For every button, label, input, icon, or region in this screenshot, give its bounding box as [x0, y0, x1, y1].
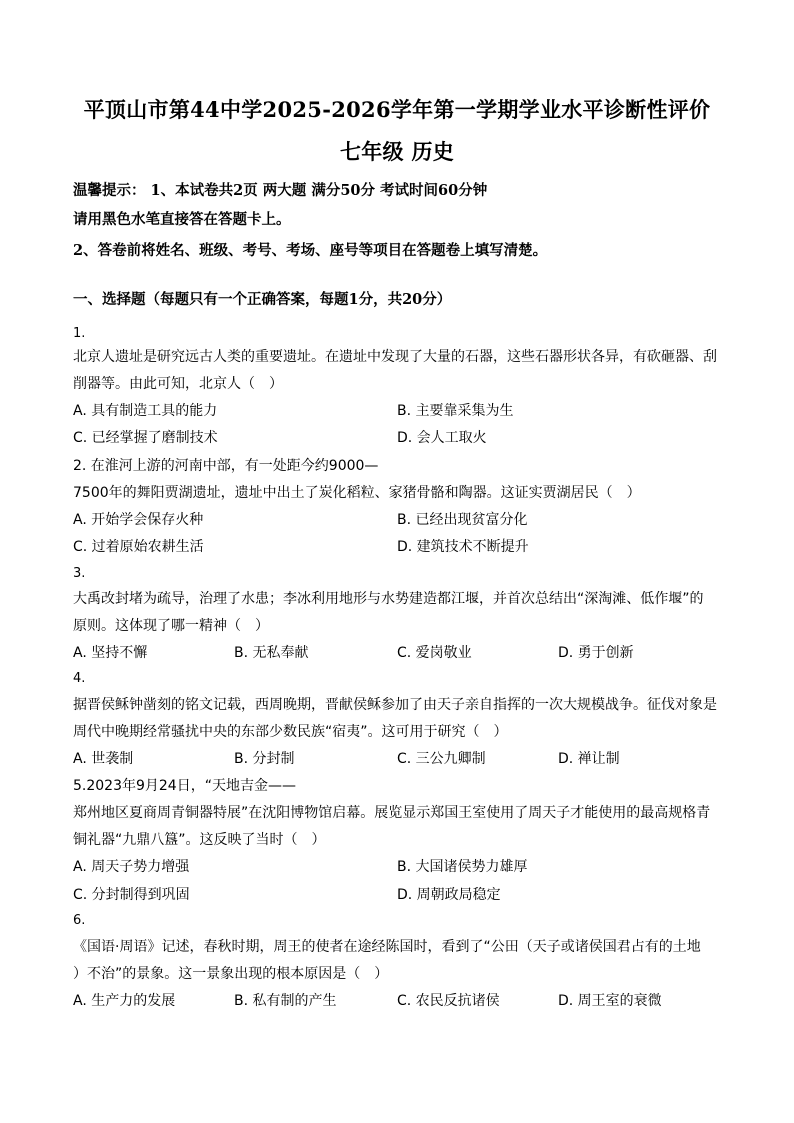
question-2-option-c: C. 过着原始农耕生活	[73, 539, 204, 555]
question-4-option-d: D. 禅让制	[558, 751, 620, 767]
exam-subtitle: 七年级 历史	[339, 139, 455, 164]
question-5-stem-line-1: 5.2023年9月24日，“天地吉金——	[73, 778, 296, 794]
notice-line-1: 温馨提示： 1、本试卷共2页 两大题 满分50分 考试时间60分钟	[73, 182, 488, 199]
question-3-option-c: C. 爱岗敬业	[397, 645, 472, 661]
question-1-stem-line-1: 北京人遗址是研究远古人类的重要遗址。在遗址中发现了大量的石器，这些石器形状各异，有砍砸器、刮	[73, 349, 717, 365]
question-5-option-a: A. 周天子势力增强	[73, 859, 190, 875]
question-3-stem-line-1: 大禹改封堵为疏导，治理了水患；李冰利用地形与水势建造都江堰，并首次总结出“深淘滩、低作堰”的	[73, 591, 704, 607]
question-6-option-a: A. 生产力的发展	[73, 993, 176, 1009]
question-5-option-d: D. 周朝政局稳定	[397, 887, 501, 903]
exam-title: 平顶山市第44中学2025-2026学年第一学期学业水平诊断性评价	[83, 97, 711, 122]
question-3-option-a: A. 坚持不懈	[73, 645, 148, 661]
question-6-option-b: B. 私有制的产生	[234, 993, 337, 1009]
question-3-option-d: D. 勇于创新	[558, 645, 634, 661]
question-5-stem-line-3: 铜礼器“九鼎八簋”。这反映了当时（ ）	[73, 832, 326, 848]
question-5-stem-line-2: 郑州地区夏商周青铜器特展”在沈阳博物馆启幕。展览显示郑国王室使用了周天子才能使用的最高规格青	[73, 805, 711, 821]
question-3-option-b: B. 无私奉献	[234, 645, 309, 661]
question-6-stem-line-2: ）不治”的景象。这一景象出现的根本原因是（ ）	[73, 966, 389, 982]
question-4-stem-line-1: 据晋侯稣钟凿刻的铭文记载，西周晚期，晋献侯稣参加了由天子亲自指挥的一次大规模战争。征伐对象是	[73, 697, 717, 713]
question-4-option-c: C. 三公九卿制	[397, 751, 486, 767]
question-1-number: 1.	[73, 326, 86, 341]
question-5-option-b: B. 大国诸侯势力雄厚	[397, 859, 528, 875]
question-5-option-c: C. 分封制得到巩固	[73, 887, 190, 903]
question-4-number: 4.	[73, 671, 86, 686]
question-3-number: 3.	[73, 566, 86, 581]
question-2-stem-line-2: 7500年的舞阳贾湖遗址，遗址中出土了炭化稻粒、家猪骨骼和陶器。这证实贾湖居民（ ）	[73, 485, 641, 501]
question-1-option-a: A. 具有制造工具的能力	[73, 403, 218, 419]
question-1-stem-line-2: 削器等。由此可知，北京人（ ）	[73, 376, 283, 392]
question-2-stem-line-1: 2. 在淮河上游的河南中部，有一处距今约9000—	[73, 458, 379, 474]
question-1-option-d: D. 会人工取火	[397, 430, 487, 446]
question-4-stem-line-2: 周代中晚期经常骚扰中央的东部少数民族“宿夷”。这可用于研究（ ）	[73, 724, 508, 740]
question-1-option-c: C. 已经掌握了磨制技术	[73, 430, 218, 446]
question-6-number: 6.	[73, 913, 86, 928]
question-6-option-d: D. 周王室的衰微	[558, 993, 662, 1009]
section-heading: 一、选择题（每题只有一个正确答案，每题1分，共20分）	[73, 291, 452, 308]
question-2-option-b: B. 已经出现贫富分化	[397, 512, 528, 528]
question-4-option-a: A. 世袭制	[73, 751, 134, 767]
question-2-option-d: D. 建筑技术不断提升	[397, 539, 529, 555]
question-2-option-a: A. 开始学会保存火种	[73, 512, 204, 528]
notice-line-2: 请用黑色水笔直接答在答题卡上。	[73, 211, 291, 228]
question-6-option-c: C. 农民反抗诸侯	[397, 993, 500, 1009]
question-4-option-b: B. 分封制	[234, 751, 295, 767]
question-1-option-b: B. 主要靠采集为生	[397, 403, 514, 419]
question-3-stem-line-2: 原则。这体现了哪一精神（ ）	[73, 618, 269, 634]
question-6-stem-line-1: 《国语·周语》记述，春秋时期，周王的使者在途经陈国时，看到了“公田（天子或诸侯国君占有的土地	[73, 939, 701, 955]
notice-line-3: 2、答卷前将姓名、班级、考号、考场、座号等项目在答题卷上填写清楚。	[73, 242, 548, 259]
